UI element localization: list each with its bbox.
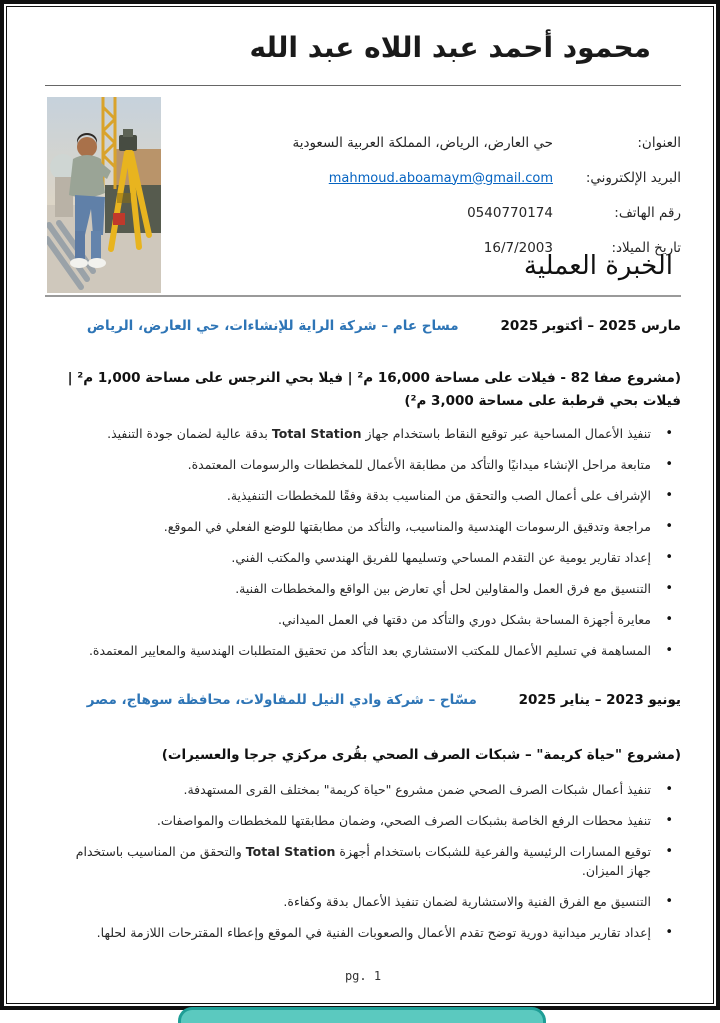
job2-dates: يونيو 2023 – يناير 2025: [518, 692, 681, 708]
email-label: البريد الإلكتروني:: [585, 169, 681, 186]
email-value-wrap: [45, 170, 553, 186]
job1-bullet: • التنسيق مع فرق العمل والمقاولين لحل أي تعارض بين الواقع والمخططات الفنية.: [55, 579, 681, 598]
cv-holder-name: محمود أحمد عبد اللاه عبد الله: [249, 31, 651, 64]
job2-bullet: • تنفيذ محطات الرفع الخاصة بشبكات الصرف الصحي، وضمان مطابقتها للمخططات والمواصفات.: [55, 811, 681, 830]
bottom-pill[interactable]: [178, 1007, 546, 1023]
job2-bullet: • التنسيق مع الفرق الفنية والاستشارية لضمان تنفيذ الأعمال بدقة وكفاءة.: [55, 892, 681, 911]
job2-header: [45, 692, 681, 708]
job1-bullet: • المساهمة في تسليم الأعمال للمكتب الاستشاري بعد التأكد من تحقيق المتطلبات الهندسية والمعايير المعتمدة.: [55, 641, 681, 660]
address-value: حي العارض، الرياض، المملكة العربية السعودية: [292, 134, 553, 151]
job2-project-line: (مشروع "حياة كريمة" – شبكات الصرف الصحي بقُرى مركزي جرجا والعسيرات): [161, 747, 681, 763]
birthdate-value: 16/7/2003: [483, 239, 553, 256]
contact-row-address: [45, 125, 681, 160]
job1-dates: مارس 2025 – أكتوبر 2025: [500, 318, 681, 334]
phone-value: 0540770174: [467, 204, 553, 221]
job1-bullet: • متابعة مراحل الإنشاء ميدانيًا والتأكد من مطابقة الأعمال للمخططات والرسومات المعتمدة.: [55, 455, 681, 474]
job2-bullet: • إعداد تقارير ميدانية دورية توضح تقدم الأعمال والصعوبات الفنية في الموقع وإعطاء المقترحات اللازمة لحلها.: [55, 923, 681, 942]
job1-bullet: • معايرة أجهزة المساحة بشكل دوري والتأكد من دقتها في العمل الميداني.: [55, 610, 681, 629]
section-divider-line: [45, 295, 681, 297]
email-link[interactable]: mahmoud.aboamaym@gmail.com: [328, 170, 553, 186]
job2-bullet: • توقيع المسارات الرئيسية والفرعية للشبكات باستخدام أجهزة Total Station والتحقق من المناسيب باستخدام جهاز الميزان.: [55, 842, 681, 880]
job1-header: [45, 318, 681, 334]
birthdate-label: تاريخ الميلاد:: [611, 239, 681, 256]
job2-bullet: • تنفيذ أعمال شبكات الصرف الصحي ضمن مشروع "حياة كريمة" بمختلف القرى المستهدفة.: [55, 780, 681, 799]
name-divider-line: [45, 85, 681, 86]
contact-row-phone: [45, 195, 681, 230]
job1-bullet: • تنفيذ الأعمال المساحية عبر توقيع النقاط باستخدام جهاز Total Station بدقة عالية لضمان جودة التنفيذ.: [55, 424, 681, 443]
contact-row-email: [45, 160, 681, 195]
job1-bullet: • إعداد تقارير يومية عن التقدم المساحي وتسليمها للفريق الهندسي والمكتب الفني.: [55, 548, 681, 567]
job1-title: مساح عام – شركة الراية للإنشاءات، حي العارض، الرياض: [86, 318, 459, 334]
contact-info-block: [45, 125, 681, 265]
section-heading-work-experience: الخبرة العملية: [523, 251, 673, 281]
job1-bullet: • الإشراف على أعمال الصب والتحقق من المناسيب بدقة وفقًا للمخططات التنفيذية.: [55, 486, 681, 505]
job2-bullet-list: [45, 780, 681, 954]
job1-project-line: (مشروع صفا 82 - فيلات على مساحة 16,000 م² | فيلا بحي النرجس على مساحة 1,000 م² | فيلات بحي قرطبة على مساحة 3,000 م²): [67, 370, 681, 409]
address-label: العنوان:: [637, 134, 681, 151]
page-number: pg. 1: [344, 969, 382, 983]
job1-bullet-list: [45, 424, 681, 672]
job1-bullet: • مراجعة وتدقيق الرسومات الهندسية والمناسيب، والتأكد من مطابقتها للوضع الفعلي في الموقع.: [55, 517, 681, 536]
phone-label: رقم الهاتف:: [614, 204, 681, 221]
job2-title: مسّاح – شركة وادي النيل للمقاولات، محافظة سوهاج، مصر: [86, 692, 477, 708]
document-page-inner-border: [6, 6, 714, 1004]
